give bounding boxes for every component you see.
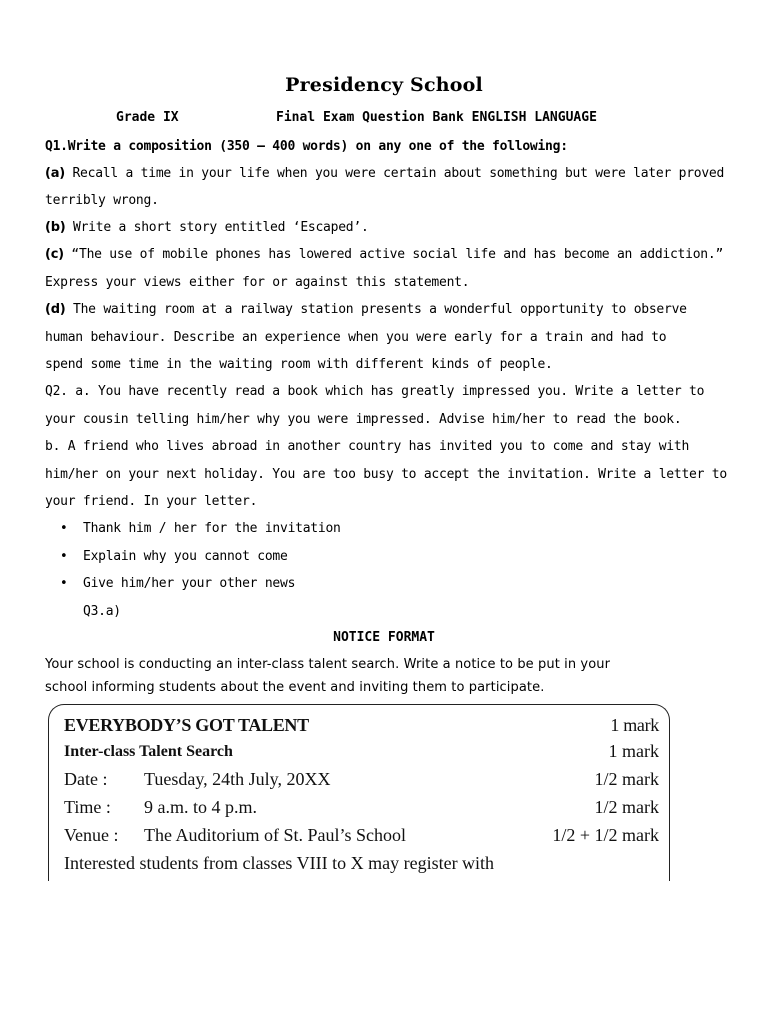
q2-a-line1: Q2. a. You have recently read a book which has greatly impressed you. Write a letter to — [45, 384, 705, 399]
grade-label: Grade IX — [116, 110, 179, 125]
q2-b-line2: him/her on your next holiday. You are too busy to accept the invitation. Write a letter to — [45, 467, 727, 482]
notice-venue-mark: 1/2 + 1/2 mark — [552, 825, 659, 845]
bullet-marker: • — [60, 521, 68, 536]
notice-venue-label: Venue : — [64, 825, 119, 845]
exam-title: Final Exam Question Bank ENGLISH LANGUAGE — [276, 110, 597, 125]
q1-option-a-line1 — [45, 166, 724, 181]
bullet-marker: • — [60, 576, 68, 591]
q1-option-c-label: (c) — [45, 247, 64, 262]
q1-option-c-text: “The use of mobile phones has lowered active social life and has become an addiction.” — [71, 247, 724, 262]
q1-heading: Q1.Write a composition (350 – 400 words) on any one of the following: — [45, 139, 568, 154]
notice-last-line: Interested students from classes VIII to X may register with — [64, 853, 495, 873]
notice-venue-value: The Auditorium of St. Paul’s School — [144, 825, 407, 845]
bullet-marker: • — [60, 549, 68, 564]
notice-title-mark: 1 mark — [610, 715, 659, 735]
q1-option-d-text: The waiting room at a railway station presents a wonderful opportunity to observe — [73, 302, 687, 317]
notice-subtitle: Inter-class Talent Search — [64, 743, 233, 760]
q2-b-line1: b. A friend who lives abroad in another country has invited you to come and stay with — [45, 439, 690, 454]
q3-instruction-line1: Your school is conducting an inter-class talent search. Write a notice to be put in your — [45, 657, 611, 672]
q1-option-b — [45, 220, 369, 235]
q1-option-d-line2: human behaviour. Describe an experience when you were early for a train and had to — [45, 330, 667, 345]
notice-time-mark: 1/2 mark — [594, 797, 659, 817]
q3-label: Q3.a) — [83, 604, 121, 619]
notice-title: EVERYBODY’S GOT TALENT — [64, 715, 309, 735]
q2-a-line2: your cousin telling him/her why you were impressed. Advise him/her to read the book. — [45, 412, 682, 427]
q1-option-b-text: Write a short story entitled ‘Escaped’. — [73, 220, 369, 235]
q1-option-b-label: (b) — [45, 220, 66, 235]
notice-time-value: 9 a.m. to 4 p.m. — [144, 797, 257, 817]
notice-date-value: Tuesday, 24th July, 20XX — [144, 769, 331, 789]
q1-option-c-line1 — [45, 247, 723, 262]
q1-option-a-label: (a) — [45, 166, 65, 181]
bullet-item-explain: Explain why you cannot come — [83, 549, 288, 564]
notice-time-label: Time : — [64, 797, 111, 817]
notice-format-heading: NOTICE FORMAT — [333, 630, 435, 645]
q1-option-d-line3: spend some time in the waiting room with different kinds of people. — [45, 357, 553, 372]
q1-option-d-label: (d) — [45, 302, 66, 317]
q1-option-c-line2: Express your views either for or against this statement. — [45, 275, 470, 290]
notice-date-label: Date : — [64, 769, 108, 789]
notice-subtitle-mark: 1 mark — [608, 741, 659, 761]
q1-option-a-text: Recall a time in your life when you were certain about something but were later proved — [72, 166, 725, 181]
notice-date-mark: 1/2 mark — [594, 769, 659, 789]
q2-b-line3: your friend. In your letter. — [45, 494, 258, 509]
q1-option-a-line2: terribly wrong. — [45, 193, 159, 208]
q3-instruction-line2: school informing students about the event and inviting them to participate. — [45, 680, 545, 695]
q1-option-d-line1 — [45, 302, 687, 317]
notice-sample-box — [48, 704, 670, 881]
bullet-item-thank: Thank him / her for the invitation — [83, 521, 341, 536]
school-title: Presidency School — [285, 74, 483, 96]
bullet-item-news: Give him/her your other news — [83, 576, 296, 591]
